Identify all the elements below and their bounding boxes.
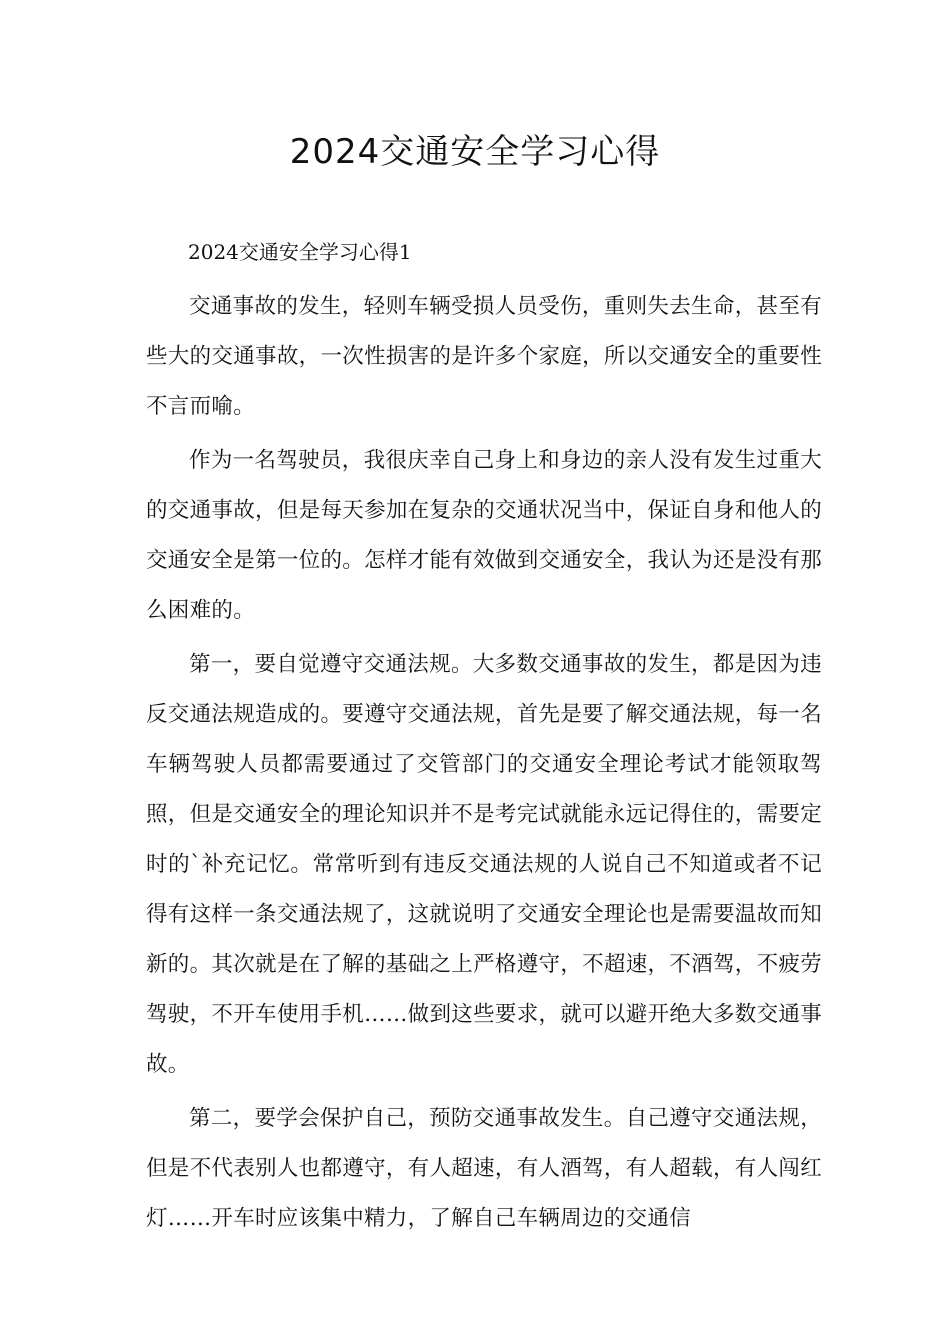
document-title: 2024交通安全学习心得 xyxy=(289,132,661,172)
paragraph-3: 第一，要自觉遵守交通法规。大多数交通事故的发生，都是因为违反交通法规造成的。要遵守交通法规，首先是要了解交通法规，每一名车辆驾驶人员都需要通过了交管部门的交通安全理论考试才能领取驾照，但是交通安全的理论知识并不是考完试就能永远记得住的，需要定时的`补充记忆。常常听到有违反交通法规的人说自己不知道或者不记得有这样一条交通法规了，这就说明了交通安全理论也是需要温故而知新的。其次就是在了解的基础之上严格遵守，不超速，不酒驾，不疲劳驾驶，不开车使用手机……做到这些要求，就可以避开绝大多数交通事故。 xyxy=(146,652,822,1077)
section-heading: 2024交通安全学习心得1 xyxy=(188,240,412,264)
paragraph-1: 交通事故的发生，轻则车辆受损人员受伤，重则失去生命，甚至有些大的交通事故，一次性损害的是许多个家庭，所以交通安全的重要性不言而喻。 xyxy=(146,294,822,419)
paragraph-2: 作为一名驾驶员，我很庆幸自己身上和身边的亲人没有发生过重大的交通事故，但是每天参加在复杂的交通状况当中，保证自身和他人的交通安全是第一位的。怎样才能有效做到交通安全，我认为还是没有那么困难的。 xyxy=(146,448,822,623)
paragraph-4: 第二，要学会保护自己，预防交通事故发生。自己遵守交通法规，但是不代表别人也都遵守，有人超速，有人酒驾，有人超载，有人闯红灯……开车时应该集中精力，了解自己车辆周边的交通信 xyxy=(146,1106,822,1231)
document-body xyxy=(146,282,822,1248)
